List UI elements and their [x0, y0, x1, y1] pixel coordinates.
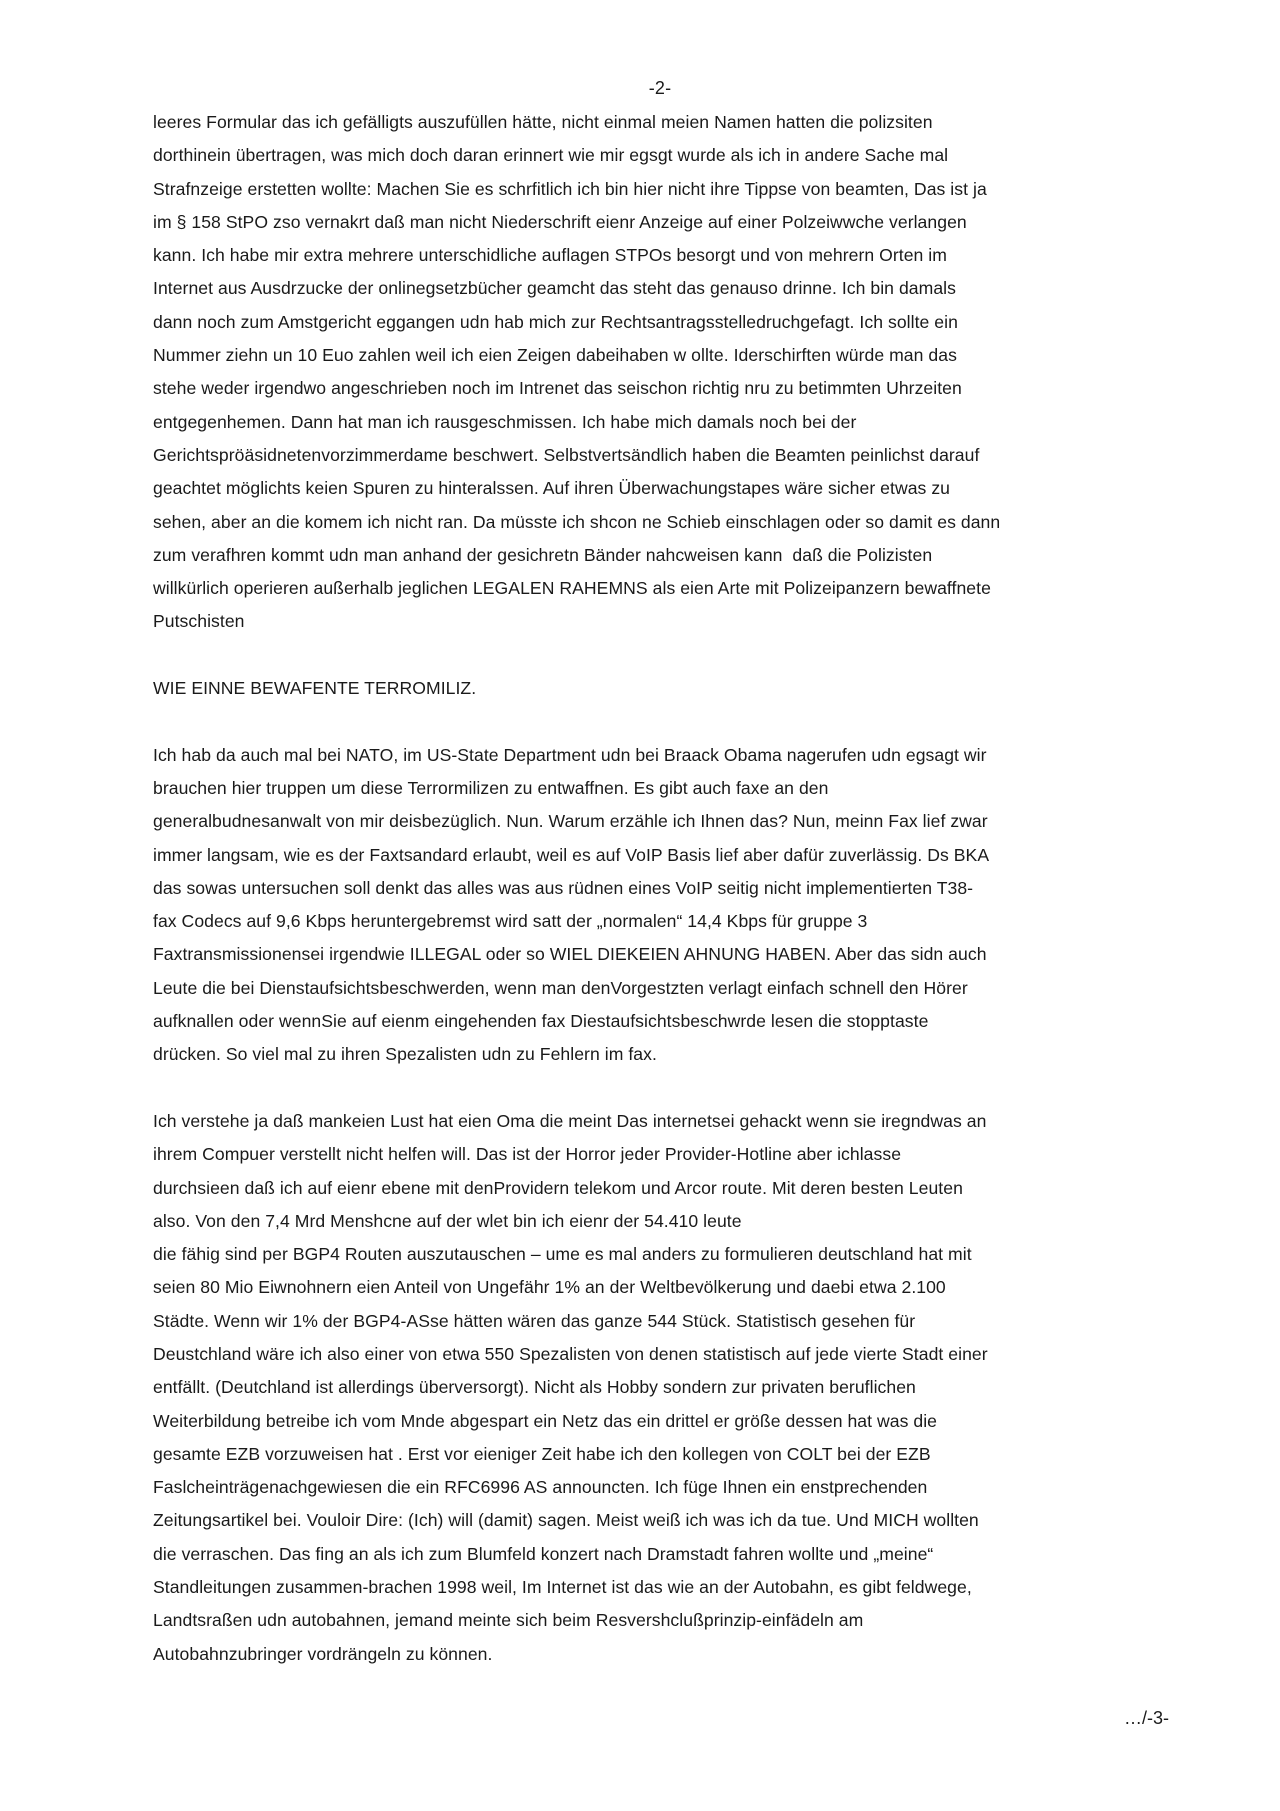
text-line: drücken. So viel mal zu ihren Spezalisten udn zu Fehlern im fax. [153, 1044, 657, 1065]
text-line: im § 158 StPO zso vernakrt daß man nicht Niederschrift eienr Anzeige auf einer Polzeiwwche verlangen [153, 211, 967, 232]
text-line: Städte. Wenn wir 1% der BGP4-ASse hätten wären das ganze 544 Stück. Statistisch gesehen für [153, 1310, 916, 1331]
text-line: entgegenhemen. Dann hat man ich rausgeschmissen. Ich habe mich damals noch bei der [153, 411, 857, 432]
text-line: dorthinein übertragen, was mich doch daran erinnert wie mir egsgt wurde als ich in andere Sache mal [153, 145, 949, 166]
text-line: das sowas untersuchen soll denkt das alles was aus rüdnen eines VoIP seitig nicht implementierten T38- [153, 877, 974, 898]
text-line: dann noch zum Amstgericht eggangen udn hab mich zur Rechtsantragsstelledruchgefagt. Ich sollte ein [153, 311, 958, 332]
text-line: Nummer ziehn un 10 Euo zahlen weil ich eien Zeigen dabeihaben w ollte. Iderschirften würde man das [153, 345, 957, 366]
text-line: Standleitungen zusammen-brachen 1998 weil, Im Internet ist das wie an der Autobahn, es gibt feldwege, [153, 1577, 972, 1598]
text-line: Landtsraßen udn autobahnen, jemand meinte sich beim Resvershclußprinzip-einfädeln am [153, 1610, 864, 1631]
text-line: geachtet möglichts keien Spuren zu hinteralssen. Auf ihren Überwachungstapes wäre sicher etwas zu [153, 478, 951, 499]
text-line: Gerichtspröäsidnetenvorzimmerdame beschwert. Selbstvertsändlich haben die Beamten peinlichst darauf [153, 444, 980, 465]
paragraph-spacer [153, 1072, 1213, 1105]
text-line: die fähig sind per BGP4 Routen auszutauschen – ume es mal anders zu formulieren deutschland hat mit [153, 1244, 972, 1265]
text-line: durchsieen daß ich auf eienr ebene mit denProvidern telekom und Arcor route. Mit deren besten Leuten [153, 1177, 963, 1198]
text-line: also. Von den 7,4 Mrd Menshcne auf der wlet bin ich eienr der 54.410 leute [153, 1210, 742, 1231]
text-line: sehen, aber an die komem ich nicht ran. Da müsste ich shcon ne Schieb einschlagen oder so damit es dann [153, 511, 1001, 532]
text-line: leeres Formular das ich gefälligts auszufüllen hätte, nicht einmal meien Namen hatten die polizsiten [153, 112, 933, 132]
text-line: Deustchland wäre ich also einer von etwa 550 Spezalisten von denen statistisch auf jede vierte Stadt einer [153, 1343, 988, 1364]
text-line: Ich hab da auch mal bei NATO, im US-State Department udn bei Braack Obama nagerufen udn egsagt wir [153, 744, 987, 765]
text-line: entfällt. (Deutchland ist allerdings überversorgt). Nicht als Hobby sondern zur privaten beruflichen [153, 1377, 916, 1398]
text-line: aufknallen oder wennSie auf eienm eingehenden fax Diestaufsichtsbeschwrde lesen die stopptaste [153, 1011, 929, 1032]
text-line: Zeitungsartikel bei. Vouloir Dire: (Ich) will (damit) sagen. Meist weiß ich was ich da tue. Und MICH wollten [153, 1510, 979, 1531]
page-continuation-marker: …/-3- [1124, 1708, 1169, 1728]
paragraph [153, 739, 1213, 1072]
section-heading [153, 672, 1213, 705]
document-body [153, 106, 1213, 1671]
text-line: Strafnzeige erstetten wollte: Machen Sie es schrfitlich ich bin hier nicht ihre Tippse von beamten, Das ist ja [153, 178, 987, 199]
text-line: kann. Ich habe mir extra mehrere unterschidliche auflagen STPOs besorgt und von mehrern Orten im [153, 245, 947, 266]
text-line: gesamte EZB vorzuweisen hat . Erst vor eieniger Zeit habe ich den kollegen von COLT bei der EZB [153, 1443, 931, 1464]
text-line: Leute die bei Dienstaufsichtsbeschwerden, wenn man denVorgestzten verlagt einfach schnell den Hörer [153, 977, 968, 998]
text-line: Ich verstehe ja daß mankeien Lust hat eien Oma die meint Das internetsei gehackt wenn sie iregndwas an [153, 1110, 987, 1131]
paragraph [153, 1105, 1213, 1671]
text-line: Internet aus Ausdrzucke der onlinegsetzbücher geamcht das steht das genauso drinne. Ich bin damals [153, 278, 956, 299]
text-line: ihrem Compuer verstellt nicht helfen will. Das ist der Horror jeder Provider-Hotline aber ichlasse [153, 1144, 902, 1165]
text-line: Faslcheinträgenachgewiesen die ein RFC6996 AS announcten. Ich füge Ihnen ein enstprechenden [153, 1477, 928, 1498]
text-line: stehe weder irgendwo angeschrieben noch im Intrenet das seischon richtig nru zu betimmten Uhrzeiten [153, 378, 962, 399]
text-line: Putschisten [153, 611, 245, 632]
text-line: die verraschen. Das fing an als ich zum Blumfeld konzert nach Dramstadt fahren wollte und „meine“ [153, 1543, 934, 1564]
text-line: WIE EINNE BEWAFENTE TERROMILIZ. [153, 678, 477, 699]
text-line: generalbudnesanwalt von mir deisbezüglich. Nun. Warum erzähle ich Ihnen das? Nun, meinn Fax lief zwar [153, 811, 988, 832]
paragraph-spacer [153, 705, 1213, 738]
text-line: seien 80 Mio Eiwnohnern eien Anteil von Ungefähr 1% an der Weltbevölkerung und daebi etwa 2.100 [153, 1277, 946, 1298]
text-line: immer langsam, wie es der Faxtsandard erlaubt, weil es auf VoIP Basis lief aber dafür zuverlässig. Ds BKA [153, 844, 990, 865]
text-line: brauchen hier truppen um diese Terrormilizen zu entwaffnen. Es gibt auch faxe an den [153, 777, 829, 798]
paragraph-spacer [153, 639, 1213, 672]
paragraph [153, 106, 1213, 639]
text-line: Autobahnzubringer vordrängeln zu können. [153, 1643, 493, 1664]
text-line: Faxtransmissionensei irgendwie ILLEGAL oder so WIEL DIEKEIEN AHNUNG HABEN. Aber das sidn auch [153, 944, 987, 965]
text-line: zum verafhren kommt udn man anhand der gesichretn Bänder nahcweisen kann daß die Polizisten [153, 544, 933, 565]
page-number: -2- [648, 78, 672, 98]
text-line: Weiterbildung betreibe ich vom Mnde abgespart ein Netz das ein drittel er größe dessen hat was die [153, 1410, 938, 1431]
text-line: willkürlich operieren außerhalb jeglichen LEGALEN RAHEMNS als eien Arte mit Polizeipanzern bewaffnete [153, 578, 991, 599]
text-line: fax Codecs auf 9,6 Kbps heruntergebremst wird satt der „normalen“ 14,4 Kbps für gruppe 3 [153, 911, 868, 932]
